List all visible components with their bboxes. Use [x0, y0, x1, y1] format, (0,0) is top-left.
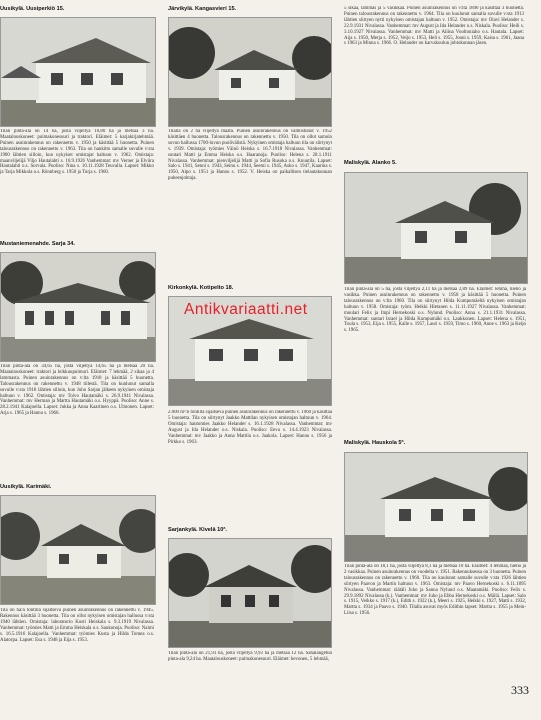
body-text-kangasvieri: Tilalla on 2 ha viljeltyä maata. Puinen asuinrakennus on valmistunut v. 1952 käsittäen 4 huonetta. Talousrakennus on rakennettu v. 1950. Tila on ollut samoin suvun hallussa 1700-luvun puolivälistä. Nykyinen omistaja haltuun tila on siirtynyt v. 1939. Omistaja: työmies Väinö Heiska s. 16.7.1918 Nivalassa. Vanhemmat: suntari Matti ja Emma Heiska o.s. Haaranoja. Puoliso: Helena s. 28.1.1911 Nivalassa. Vanhemmat: pienviljelijä Matti ja Sofia Rusoka o.s. Knuutila. Lapset: Salo s. 1941, Senni s. 1943, Seinu s. 1944, Seemi s. 1945, Asko s. 1947, Kaarina s. 1950, Alpo s. 1951 ja Hannu s. 1952. V. Heiska on paikallisen tielautakunnan puheenjohtaja.: [168, 129, 332, 182]
farm-photo-kivela: [168, 538, 332, 648]
section-header-karimaki: Uusikylä. Karimäki.: [0, 484, 52, 490]
body-text-hauskola: Tilan pinta-ala on 18,1 ha, josta viljeltyä 8,1 ha ja metsää 10 ha. Eläimet: 4 lehmää, hieho ja 2 vasikkaa. Puinen asuinrakennus on vuodelta v. 1951. Rakennuksessa on 3 huonetta. Puinen talousrakennus on rakennettu v. 1960. Tila on kuulunut samalle suvulle v:sta 1926 lähtien siirtyen Paavon ja Martin haltuun v. 1963. Omistaja: mv Paavo Hernekoski s. 6.11.1895 Nivalassa. Vanhemmat: räätäli Juho ja Sanna Nylund o.s. Maatamäki. Puoliso: Felix s. 29.9.1892 Nivalassa (k.). Vanhemmat: mv Juho ja Ebba Hernekoski o.s. Mäilä. Lapset: Salo s. 1915, Veikko s. 1917 (k.), Edith s. 1922 (k.), Meeri s. 1925, Heikki s. 1927, Matti s. 1932, Martta s. 1934 ja Paavo s. 1940. Tilalla asuvat myös Edithin lapset: Martta s. 1955 ja Mein-Liisa s. 1956.: [344, 564, 526, 617]
section-header-kivela: Sarjankylä. Kivelä 10ª.: [168, 527, 227, 533]
farm-photo-hauskola: [344, 452, 528, 562]
section-header-alanko: Malisk̈ylä. Alanko 5.: [344, 160, 397, 166]
body-text-continuation: 5 sikaa, lammas ja 5 vasikkaa. Puinen asuinrakennus on v:lta 1890 ja käsittää 3 huonetta. Puinen talousrakennus on rakennettu v. 1964. Tila on kuulunut samalla suvulle v:sta 1913 lähtien siirtyen nytti nykyisen omistajan haltuun v. 1952. Omistaja: mv Olavi Helander s. 22.9.1931 Nivalassa. Vanhemmat: mv August ja Ida Helander o.s. Niskala. Puoliso: Heili s. 3.10.1927 Nivalassa. Vanhemmat: mv Matti ja Aliina Vuoltoniaho o.s. Hautala. Lapset: Aija s. 1950, Merja s. 1952, Veijo s. 1953, Heli s. 1955, Jouni s. 1959, Kaisa s. 1961, Jaana s 1963 ja Minna s. 1966. O. Helander on karvakoulun johtokunnan jäsen.: [344, 6, 524, 47]
section-header-sarja: Mustaniemenahde. Sarja 34.: [0, 241, 75, 247]
section-header-kangasvieri: Järvikylä. Kangasvieri 15.: [168, 6, 237, 12]
farm-photo-uusiperkio: [0, 17, 156, 127]
body-text-karimaki: Tila on ha:n tontilla sijaitseva puinen asuinrakennus on rakennettu v. 1945. Rakennus käsittää 3 huonetta. Tila on ollut nykyisen omistajan hallussa v:sta 1940 lähtien. Omistaja: laboratorio Kusti Heiskala s. 9.3.1919 Nivalassa. Vanhemmat: työmies Matti ja Emma Heiskala o.s. Saukonoja. Puoliso: Naimi s. 16.5.1916 Kalajoella. Vanhemmat: työmies Kusta ja Hilda Tomea o.s. Alatorpa. Lapset: Esa s. 1948 ja Eija s. 1953.: [0, 608, 154, 643]
section-header-kotipelto: Kirkonkylä. Kotipelto 18.: [168, 285, 234, 291]
section-header-hauskola: Maliskylä. Hauskola 5ª.: [344, 440, 406, 446]
body-text-sarja: Tilan pinta-ala on 34,65 ha, josta viljeltyä 14,65 ha ja metsää 20 ha. Maatalouskoneet: traktori ja leikkuupuimuri. Eläimet: 7 lehmää, 2 sikaa ja 4 lammasta. Puinen asuinrakennus on v:lta 1918 ja käsittää 5 huonetta. Talousrakennus on rakennettu v. 1948 tiilestä. Tila on kuulunut samalla suvulle v:sta 1918 lähtien silloin, kun Juho Sarjan jälkeen nykyinen omistaja haltuun v. 1962. Omistaja: mv Toivo Hautamäki s. 26.9.1941 Nivalassa. Vanhemmat: mv Herman ja Martta Hautamäki o.s. Hyyppä. Puoliso: Anne s. 28.2.1941 Kalajoella. Lapset: Jukka ja Anna Kaartinen o.s. Ulmonen. Lapset: Arja s. 1965 ja Hannu s. 1966.: [0, 364, 154, 417]
watermark: Antikvariaatti.net: [184, 301, 308, 318]
body-text-alanko: Tilan pinta-ala on 5 ha, josta viljeltyä 2,11 ha ja metsää 2,89 ha. Eläimet: lehmä, hieho ja vasikka. Puinen asuinrakennus on rakennettu v. 1958 ja käsittää 5 huonetta. Puinen talousrakennus on v:lta 1960. Tila on siirtynyt Hilda Kumpumäeltä nykyisen omistajan haltuun v. 1958. Omistaja: työm. Heikki Hietanen s. 11.11.1927 Nivalassa. Vanhemmat: muulari Felix ja Impi Hernekoski o.s. Nylund. Puoliso: Anna s. 21.1.1931 Nivalassa. Vanhemmat: suntari Israel ja Hilda Kumpumäki o.s. Laukkonen. Lapset: Helena s. 1951, Toula s. 1953, Eija s. 1955, Kalle s. 1957, Lauri s. 1959, Timo s. 1960, Anne s. 1963 ja Keijo s. 1965.: [344, 287, 526, 334]
body-text-kotipelto: 2.000 m²:n tontilla sijaitseva puinen asuinrakennus on rakennettu v. 1960 ja käsittää 5 huonetta. Tila on siirtynyt Jaakko Mattilan nykyisen omistajan haltuun v. 1964. Omistaja: hautomies Jaakko Helander s. 16.1.1928 Nivalassa. Vanhemmat: mv August ja Ida Helander o.s. Niskala. Puoliso: Eeva s. 14.4.1923 Nivalassa. Vanhemmat: mv Jaakko ja Anna Mattila o.s. Jaakola. Lapset: Hannu s. 1956 ja Pirkko s. 1963.: [168, 410, 332, 445]
body-text-uusiperkio: Tilan pinta-ala on 14 ha, josta viljeltyä 10,80 ha ja metsää 3 ha. Maatalouskoneet: puimakonesuuri ja traktori. Eläimet: 5 karjakirjatehmää. Puinen asuinrakennus on rakennettu v. 1950 ja käsittää 5 huonetta. Puinen talousrakennus on rakennettu v. 1963. Tila on hankittu samalle suvulle v:sta 1900 lähtien silloin, kun nykyiset omistajat haltuun v. 1962. Omistaja: maanviljelijä Viljo Hautalahti s. 16.9.1926 Vanhemmat: mv Verner ja Elviira Hautalahti o.s. Sorvala. Puoliso: Nina s. 10.11.1928 Teuvalla. Lapset: Mikko ja Tarja Mikkola o.s. Rönnberg s. 1950 ja Turja s. 1960.: [0, 129, 154, 176]
farm-photo-alanko: [344, 172, 528, 284]
farm-photo-sarja: [0, 252, 156, 362]
farm-photo-kangasvieri: [168, 17, 332, 127]
section-header-uusiperkio: Uusikylä. Uusiperkiö 15.: [0, 6, 65, 12]
body-text-kivela: Tilan pinta-ala on 21,93 ha, josta viljeltyä 9,93 ha ja metsää 12 ha. Sahalangetun pinta-ala 9,24 ha. Maatalouskoneet: puimakonesuuri. Eläimet: hevonen, 5 lehmää,: [168, 651, 332, 662]
farm-photo-karimaki: [0, 495, 156, 605]
page-number: 333: [511, 683, 529, 697]
